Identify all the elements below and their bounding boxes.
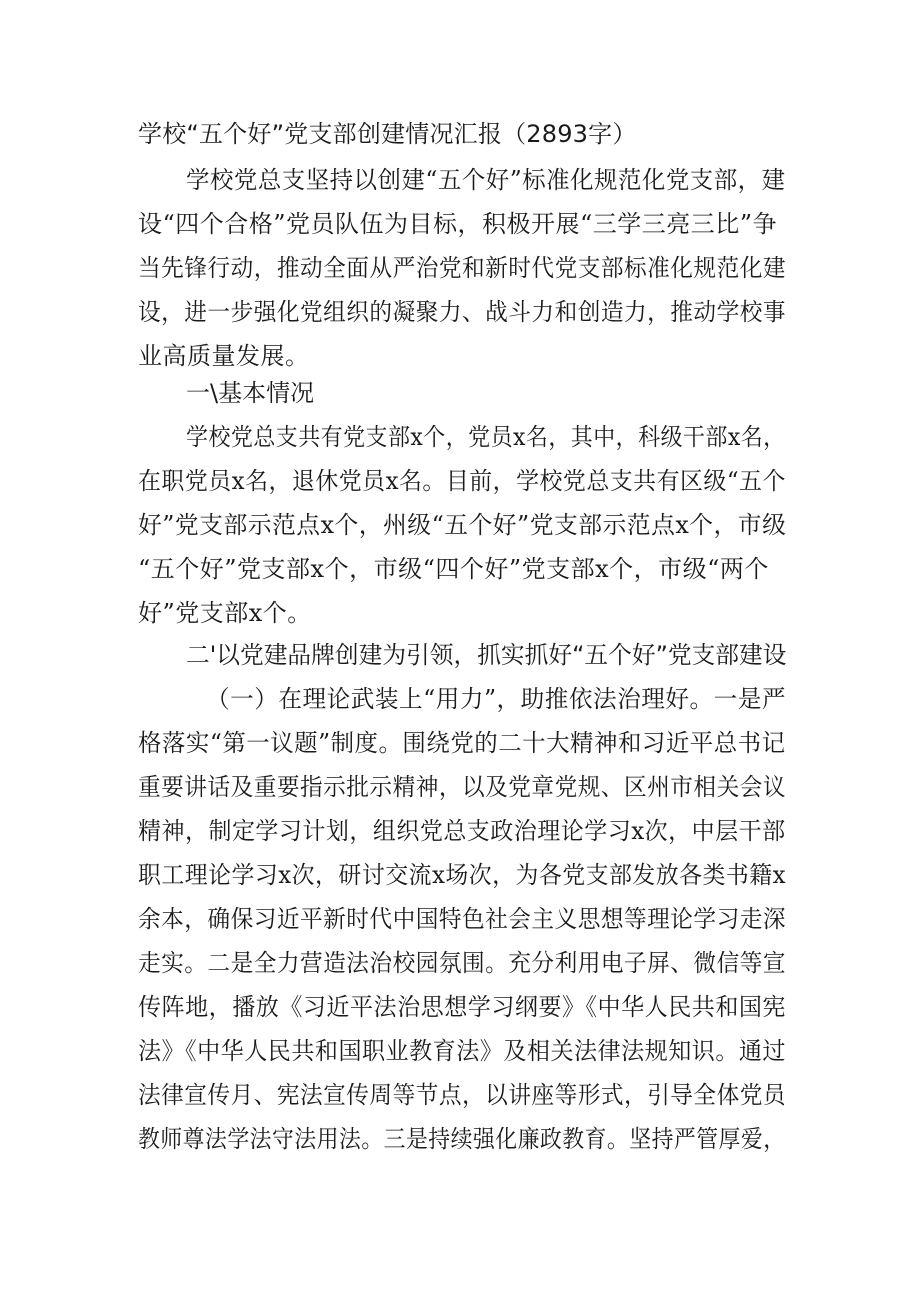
section2-line-8: 传阵地，播放《习近平法治思想学习纲要》《中华人民共和国宪 bbox=[138, 993, 786, 1021]
section2-line-10: 法律宣传月、宪法宣传周等节点，以讲座等形式，引导全体党员 bbox=[138, 1081, 786, 1109]
section1-line-4: “五个好”党支部x个，市级“四个好”党支部x个，市级“两个 bbox=[138, 555, 769, 583]
section1-line-3: 好”党支部示范点x个，州级“五个好”党支部示范点x个，市级 bbox=[138, 511, 787, 539]
section2-line-1: （一）在理论武装上“用力”，助推依法治理好。一是严 bbox=[206, 685, 787, 713]
section2-line-7: 走实。二是全力营造法治校园氛围。充分利用电子屏、微信等宣 bbox=[138, 949, 786, 977]
section2-line-11: 教师尊法学法守法用法。三是持续强化廉政教育。坚持严管厚爱， bbox=[138, 1125, 786, 1153]
section2-line-3: 重要讲话及重要指示批示精神，以及党章党规、区州市相关会议 bbox=[138, 773, 786, 801]
intro-line-4: 设，进一步强化党组织的凝聚力、战斗力和创造力，推动学校事 bbox=[138, 298, 786, 326]
section2-line-9: 法》《中华人民共和国职业教育法》及相关法律法规知识。通过 bbox=[138, 1037, 786, 1065]
document-title: 学校“五个好”党支部创建情况汇报（2893字） bbox=[138, 120, 637, 148]
section2-line-2: 格落实“第一议题”制度。围绕党的二十大精神和习近平总书记 bbox=[138, 729, 786, 757]
intro-line-1: 学校党总支坚持以创建“五个好”标准化规范化党支部，建 bbox=[186, 166, 786, 194]
section1-line-1: 学校党总支共有党支部x个，党员x名，其中，科级干部x名， bbox=[186, 423, 786, 451]
intro-line-3: 当先锋行动，推动全面从严治党和新时代党支部标准化规范化建 bbox=[138, 254, 786, 282]
intro-line-5: 业高质量发展。 bbox=[138, 342, 310, 370]
section2-heading: 二'以党建品牌创建为引领，抓实抓好“五个好”党支部建设 bbox=[186, 641, 787, 669]
section2-line-4: 精神，制定学习计划，组织党总支政治理论学习x次，中层干部 bbox=[138, 817, 786, 845]
intro-line-2: 设“四个合格”党员队伍为目标，积极开展“三学三亮三比”争 bbox=[138, 210, 778, 238]
section2-line-6: 余本，确保习近平新时代中国特色社会主义思想等理论学习走深 bbox=[138, 905, 786, 933]
section1-line-5: 好”党支部x个。 bbox=[138, 599, 312, 627]
section1-heading: 一\基本情况 bbox=[186, 379, 315, 407]
section2-line-5: 职工理论学习x次，研讨交流x场次，为各党支部发放各类书籍x bbox=[138, 861, 787, 889]
section1-line-2: 在职党员x名，退休党员x名。目前，学校党总支共有区级“五个 bbox=[138, 467, 786, 495]
